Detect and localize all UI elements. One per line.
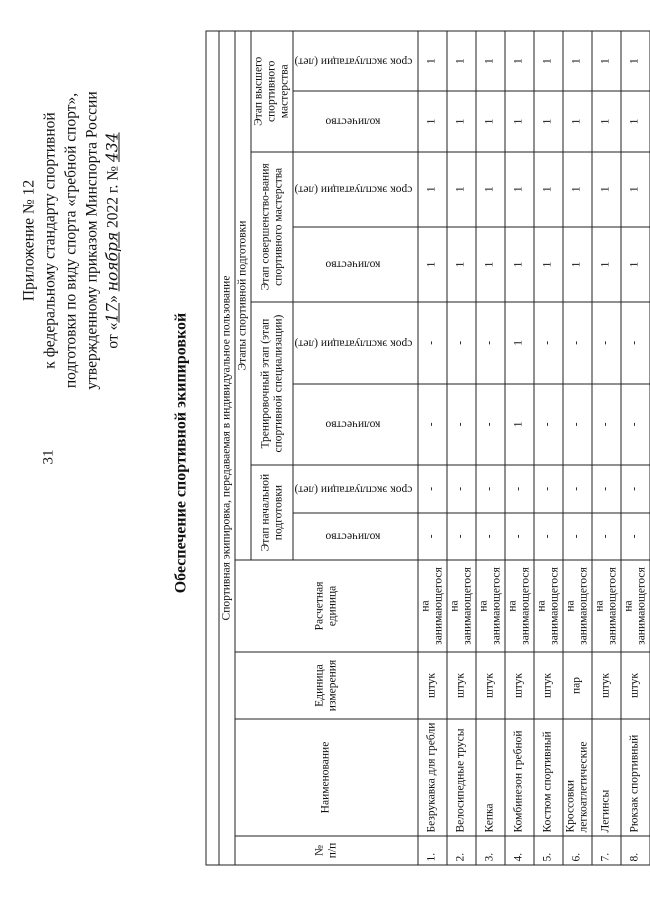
- term-label: срок эксплуатации (лет): [294, 482, 412, 495]
- value-cell: 1: [562, 31, 591, 91]
- item-name: Кепка: [475, 719, 504, 836]
- value-cell: -: [446, 302, 475, 384]
- row-number: 4.: [504, 836, 533, 865]
- value-cell: -: [591, 302, 620, 384]
- col-unit-header: Единица измерения: [235, 652, 418, 719]
- quantity-subheader: [293, 91, 418, 151]
- value-cell: 1: [533, 151, 562, 226]
- value-cell: -: [620, 465, 649, 512]
- value-cell: -: [562, 512, 591, 559]
- quantity-label: количество: [325, 115, 381, 128]
- annex-line-3: подготовки по виду спорта «гребной спорт»,: [62, 92, 79, 388]
- value-cell: 1: [446, 91, 475, 151]
- unit-cell: штук: [591, 652, 620, 719]
- quantity-subheader: [293, 512, 418, 559]
- value-cell: 1: [591, 31, 620, 91]
- item-name: Костюм спортивный: [533, 719, 562, 836]
- calc-unit-cell: на занимающегося: [620, 560, 649, 652]
- value-cell: 1: [446, 151, 475, 226]
- value-cell: 1: [475, 91, 504, 151]
- value-cell: 1: [504, 151, 533, 226]
- col-name-header: Наименование: [235, 719, 418, 836]
- value-cell: 1: [504, 302, 533, 384]
- value-cell: -: [417, 465, 446, 512]
- quantity-label: количество: [325, 258, 381, 271]
- value-cell: 1: [562, 91, 591, 151]
- table-row: [504, 31, 533, 865]
- item-name: Легинсы: [591, 719, 620, 836]
- term-subheader: [293, 465, 418, 512]
- page-number: 31: [40, 449, 56, 464]
- term-subheader: [293, 31, 418, 91]
- date-year: 2022 г. №: [104, 165, 121, 228]
- value-cell: 1: [504, 226, 533, 301]
- value-cell: 1: [533, 226, 562, 301]
- calc-unit-cell: на занимающегося: [504, 560, 533, 652]
- value-cell: -: [475, 512, 504, 559]
- quantity-label: количество: [325, 530, 381, 543]
- value-cell: -: [533, 383, 562, 465]
- term-label: срок эксплуатации (лет): [294, 336, 412, 349]
- unit-cell: штук: [533, 652, 562, 719]
- unit-cell: штук: [504, 652, 533, 719]
- value-cell: 1: [620, 226, 649, 301]
- value-cell: 1: [446, 31, 475, 91]
- value-cell: -: [591, 512, 620, 559]
- value-cell: -: [504, 465, 533, 512]
- quantity-label: количество: [325, 418, 381, 431]
- value-cell: -: [620, 302, 649, 384]
- value-cell: 1: [533, 91, 562, 151]
- item-name: Велосипедные трусы: [446, 719, 475, 836]
- term-label: срок эксплуатации (лет): [294, 183, 412, 196]
- table-row: [620, 31, 649, 865]
- value-cell: -: [533, 465, 562, 512]
- value-cell: 1: [562, 226, 591, 301]
- date-prefix: от «: [104, 322, 121, 349]
- order-number: 434: [103, 131, 121, 162]
- stage-2-header: Тренировочный этап (этап спортивной специализации): [251, 302, 293, 465]
- equipment-table: [205, 30, 650, 865]
- value-cell: 1: [591, 226, 620, 301]
- stages-header: Этапы спортивной подготовки: [235, 31, 251, 560]
- term-label: срок эксплуатации (лет): [294, 55, 412, 68]
- value-cell: -: [446, 383, 475, 465]
- value-cell: 1: [562, 151, 591, 226]
- header-row-1: [235, 31, 251, 865]
- unit-cell: штук: [446, 652, 475, 719]
- date-day: 17: [103, 302, 121, 323]
- item-name: Безрукавка для гребли: [417, 719, 446, 836]
- row-number: 5.: [533, 836, 562, 865]
- table-row: [417, 31, 446, 865]
- value-cell: 1: [504, 91, 533, 151]
- value-cell: 1: [417, 226, 446, 301]
- group-header-row: [219, 31, 235, 865]
- table-row: [446, 31, 475, 865]
- annex-line-1: Приложение № 12: [20, 179, 37, 301]
- col-num-header: № п/п: [235, 836, 418, 865]
- stage-1-header: Этап начальной подготовки: [251, 465, 293, 560]
- calc-unit-cell: на занимающегося: [446, 560, 475, 652]
- unit-cell: штук: [620, 652, 649, 719]
- calc-unit-cell: на занимающегося: [562, 560, 591, 652]
- calc-unit-cell: на занимающегося: [475, 560, 504, 652]
- value-cell: -: [533, 302, 562, 384]
- value-cell: 1: [446, 226, 475, 301]
- value-cell: 1: [417, 91, 446, 151]
- row-number: 3.: [475, 836, 504, 865]
- value-cell: 1: [620, 31, 649, 91]
- col-calc-header: Расчетная единица: [235, 560, 418, 652]
- annex-date-line: [102, 30, 123, 450]
- value-cell: 1: [417, 31, 446, 91]
- value-cell: -: [417, 302, 446, 384]
- value-cell: -: [446, 465, 475, 512]
- value-cell: -: [504, 512, 533, 559]
- calc-unit-cell: на занимающегося: [417, 560, 446, 652]
- table-body: [417, 31, 649, 865]
- table-row: [562, 31, 591, 865]
- value-cell: -: [562, 302, 591, 384]
- value-cell: -: [475, 302, 504, 384]
- value-cell: 1: [475, 226, 504, 301]
- value-cell: 1: [620, 91, 649, 151]
- table-row: [533, 31, 562, 865]
- annex-header: [18, 30, 123, 450]
- value-cell: 1: [475, 151, 504, 226]
- value-cell: -: [562, 465, 591, 512]
- row-number: 8.: [620, 836, 649, 865]
- term-subheader: [293, 151, 418, 226]
- value-cell: -: [446, 512, 475, 559]
- value-cell: 1: [504, 31, 533, 91]
- quantity-subheader: [293, 383, 418, 465]
- value-cell: -: [620, 383, 649, 465]
- unit-cell: штук: [475, 652, 504, 719]
- unit-cell: штук: [417, 652, 446, 719]
- date-month: ноября: [103, 231, 121, 291]
- item-name: Рюкзак спортивный: [620, 719, 649, 836]
- value-cell: -: [591, 465, 620, 512]
- value-cell: 1: [504, 383, 533, 465]
- item-name: Комбинезон гребной: [504, 719, 533, 836]
- table-row: [475, 31, 504, 865]
- value-cell: 1: [533, 31, 562, 91]
- value-cell: -: [475, 465, 504, 512]
- value-cell: 1: [620, 151, 649, 226]
- stage-4-header: Этап высшего спортивного мастерства: [251, 31, 293, 152]
- stage-3-header: Этап совершенство-вания спортивного мастерства: [251, 151, 293, 301]
- calc-unit-cell: на занимающегося: [533, 560, 562, 652]
- term-subheader: [293, 302, 418, 384]
- value-cell: -: [475, 383, 504, 465]
- group-header: Спортивная экипировка, передаваемая в индивидуальное пользование: [219, 31, 235, 865]
- table-row: [591, 31, 620, 865]
- value-cell: -: [591, 383, 620, 465]
- row-number: 6.: [562, 836, 591, 865]
- calc-unit-cell: на занимающегося: [591, 560, 620, 652]
- value-cell: -: [620, 512, 649, 559]
- value-cell: -: [562, 383, 591, 465]
- row-number: 2.: [446, 836, 475, 865]
- item-name: Кроссовки легкоатлетические: [562, 719, 591, 836]
- value-cell: 1: [475, 31, 504, 91]
- table-top-row: [206, 31, 219, 865]
- value-cell: -: [533, 512, 562, 559]
- quantity-subheader: [293, 226, 418, 301]
- value-cell: 1: [591, 151, 620, 226]
- value-cell: -: [417, 383, 446, 465]
- value-cell: 1: [591, 91, 620, 151]
- date-mid: »: [104, 294, 121, 303]
- row-number: 7.: [591, 836, 620, 865]
- value-cell: 1: [417, 151, 446, 226]
- row-number: 1.: [417, 836, 446, 865]
- value-cell: -: [417, 512, 446, 559]
- annex-line-4: утвержденному приказом Минспорта России: [83, 90, 100, 390]
- annex-line-2: к федеральному стандарту спортивной: [41, 111, 58, 369]
- unit-cell: пар: [562, 652, 591, 719]
- document-title: Обеспечение спортивной экипировкой: [172, 312, 189, 593]
